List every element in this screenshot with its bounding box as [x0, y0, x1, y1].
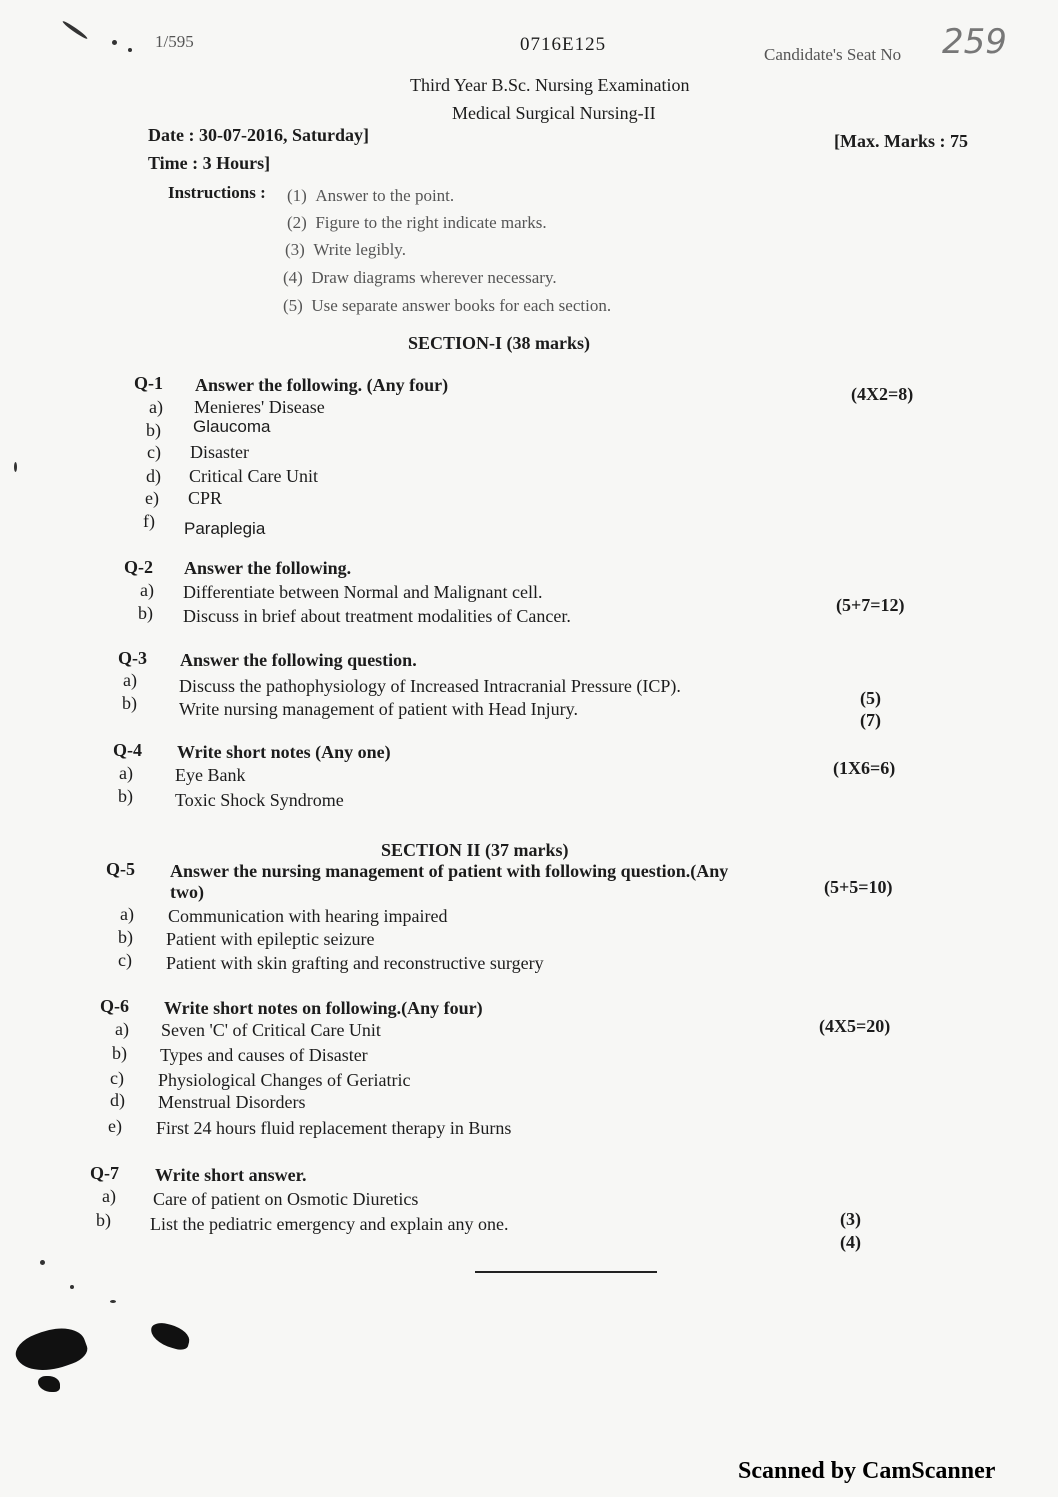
- question-7-number: Q-7: [90, 1163, 119, 1183]
- instruction-number: (5): [283, 296, 303, 315]
- instruction-item: [283, 268, 557, 288]
- end-of-paper-rule: [475, 1271, 657, 1273]
- question-1-item-letter: c): [147, 442, 161, 462]
- question-6-item-text: Types and causes of Disaster: [160, 1045, 368, 1065]
- instruction-number: (1): [287, 186, 307, 205]
- instruction-text: Write legibly.: [313, 240, 406, 259]
- question-6-item-letter: e): [108, 1116, 122, 1136]
- question-5-item-text: Patient with epileptic seizure: [166, 929, 375, 949]
- question-4-prompt: Write short notes (Any one): [177, 742, 391, 762]
- instruction-item: [287, 213, 547, 233]
- question-7-item-marks: (4): [840, 1232, 861, 1252]
- question-1-number: Q-1: [134, 373, 163, 393]
- question-6-item-text: Seven 'C' of Critical Care Unit: [161, 1020, 381, 1040]
- instruction-number: (4): [283, 268, 303, 287]
- question-3-item-marks: (7): [860, 710, 881, 730]
- question-2-number: Q-2: [124, 557, 153, 577]
- candidate-seat-label: Candidate's Seat No: [764, 45, 902, 64]
- question-1-item-letter: e): [145, 488, 159, 508]
- question-6-item-letter: a): [115, 1019, 129, 1039]
- question-4-item-letter: a): [119, 763, 133, 783]
- question-1-item-text: Menieres' Disease: [194, 397, 325, 417]
- question-2-item-letter: a): [140, 580, 154, 600]
- question-7-prompt: Write short answer.: [155, 1165, 307, 1185]
- question-2-item-text: Discuss in brief about treatment modalities of Cancer.: [183, 606, 571, 626]
- instruction-item: [283, 296, 611, 316]
- question-7-item-text: Care of patient on Osmotic Diuretics: [153, 1189, 419, 1209]
- question-2-marks: (5+7=12): [836, 595, 905, 615]
- instruction-text: Use separate answer books for each section.: [311, 296, 612, 315]
- question-6-item-letter: d): [110, 1090, 125, 1110]
- instruction-text: Answer to the point.: [315, 186, 455, 205]
- question-1-item-text: CPR: [188, 488, 223, 508]
- exam-title: Third Year B.Sc. Nursing Examination: [410, 75, 690, 95]
- question-3-item-letter: b): [122, 693, 137, 713]
- question-1-item-text: Glaucoma: [193, 417, 271, 436]
- question-5-item-text: Patient with skin grafting and reconstructive surgery: [166, 953, 544, 973]
- max-marks: [Max. Marks : 75: [834, 131, 968, 151]
- question-5-marks: (5+5=10): [824, 877, 893, 897]
- question-6-marks: (4X5=20): [819, 1016, 891, 1036]
- question-1-item-text: Paraplegia: [184, 519, 266, 538]
- question-3-item-letter: a): [123, 670, 137, 690]
- question-7-item-letter: b): [96, 1210, 111, 1230]
- question-1-prompt: Answer the following. (Any four): [195, 375, 449, 395]
- question-6-prompt: Write short notes on following.(Any four): [164, 998, 483, 1018]
- question-5-item-letter: b): [118, 927, 133, 947]
- question-5-prompt-line2: two): [170, 882, 204, 902]
- question-2-item-letter: b): [138, 603, 153, 623]
- question-4-marks: (1X6=6): [833, 758, 896, 778]
- instruction-number: (3): [285, 240, 305, 259]
- question-3-prompt: Answer the following question.: [180, 650, 417, 670]
- instruction-number: (2): [287, 213, 307, 232]
- candidate-seat-number: 259: [942, 22, 1007, 62]
- question-4-item-text: Toxic Shock Syndrome: [175, 790, 344, 810]
- question-1-item-letter: d): [146, 466, 161, 486]
- question-1-item-letter: f): [143, 511, 155, 531]
- question-1-item-letter: b): [146, 420, 161, 440]
- question-3-item-text: Write nursing management of patient with Head Injury.: [179, 699, 578, 719]
- question-4-item-letter: b): [118, 786, 133, 806]
- question-4-item-text: Eye Bank: [175, 765, 246, 785]
- question-6-item-text: Physiological Changes of Geriatric: [158, 1070, 411, 1090]
- instruction-text: Draw diagrams wherever necessary.: [311, 268, 557, 287]
- question-3-item-marks: (5): [860, 688, 881, 708]
- section-1-title: SECTION-I (38 marks): [408, 333, 591, 353]
- question-2-prompt: Answer the following.: [184, 558, 352, 578]
- question-7-item-marks: (3): [840, 1209, 861, 1229]
- question-5-item-letter: a): [120, 904, 134, 924]
- reference-number: 1/595: [155, 32, 194, 51]
- instruction-item: [285, 240, 406, 260]
- question-6-item-text: Menstrual Disorders: [158, 1092, 306, 1112]
- question-4-number: Q-4: [113, 740, 142, 760]
- question-6-number: Q-6: [100, 996, 129, 1016]
- instructions-label: Instructions :: [168, 183, 266, 202]
- section-2-title: SECTION II (37 marks): [381, 840, 569, 860]
- question-1-item-text: Critical Care Unit: [189, 466, 318, 486]
- exam-date: Date : 30-07-2016, Saturday]: [148, 125, 369, 145]
- question-7-item-text: List the pediatric emergency and explain any one.: [150, 1214, 509, 1234]
- question-3-number: Q-3: [118, 648, 147, 668]
- paper-code: 0716E125: [520, 34, 607, 55]
- camscanner-watermark: Scanned by CamScanner: [738, 1458, 996, 1484]
- exam-time: Time : 3 Hours]: [148, 153, 271, 173]
- question-1-item-text: Disaster: [190, 442, 249, 462]
- subject-title: Medical Surgical Nursing-II: [452, 103, 656, 123]
- question-6-item-letter: b): [112, 1043, 127, 1063]
- question-7-item-letter: a): [102, 1186, 116, 1206]
- question-5-prompt-line1: Answer the nursing management of patient with following question.(Any: [170, 861, 729, 881]
- instruction-text: Figure to the right indicate marks.: [315, 213, 547, 232]
- instruction-item: [287, 186, 454, 206]
- question-5-number: Q-5: [106, 859, 135, 879]
- question-1-item-letter: a): [149, 397, 163, 417]
- question-3-item-text: Discuss the pathophysiology of Increased Intracranial Pressure (ICP).: [179, 676, 681, 696]
- question-6-item-text: First 24 hours fluid replacement therapy in Burns: [156, 1118, 512, 1138]
- question-6-item-letter: c): [110, 1068, 124, 1088]
- question-2-item-text: Differentiate between Normal and Malignant cell.: [183, 582, 543, 602]
- question-1-marks: (4X2=8): [851, 384, 914, 404]
- question-5-item-text: Communication with hearing impaired: [168, 906, 448, 926]
- question-5-item-letter: c): [118, 950, 132, 970]
